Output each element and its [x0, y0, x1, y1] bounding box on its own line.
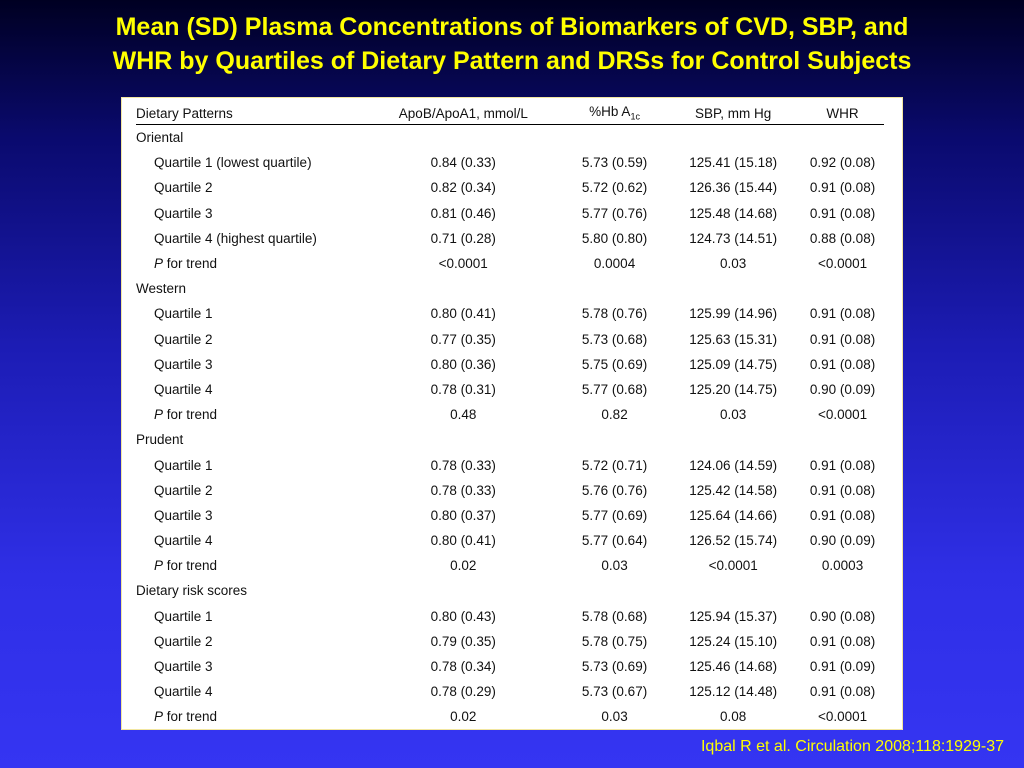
cell-sbp: 0.03 — [720, 256, 747, 272]
cell-apob: 0.80 (0.36) — [430, 356, 496, 372]
trend-label-text: for trend — [163, 709, 218, 725]
cell-whr: <0.0001 — [817, 709, 868, 725]
trend-label-text: for trend — [163, 558, 218, 574]
citation: Iqbal R et al. Circulation 2008;118:1929-37 — [700, 738, 1004, 755]
cell-apob: <0.0001 — [438, 256, 488, 272]
header-hba1c-main: %Hb A — [589, 104, 631, 120]
p-symbol: P — [154, 407, 164, 423]
header-hba1c-sub: 1c — [630, 111, 640, 122]
row-label: Quartile 4 — [154, 684, 213, 700]
cell-whr: <0.0001 — [817, 407, 868, 423]
cell-apob: 0.81 (0.46) — [430, 205, 496, 221]
header-apob: ApoB/ApoA1, mmol/L — [363, 102, 564, 125]
cell-whr: 0.91 (0.08) — [809, 684, 876, 700]
row-label: Quartile 3 — [154, 205, 213, 221]
p-symbol: P — [154, 709, 164, 725]
cell-whr: 0.91 (0.09) — [809, 659, 876, 675]
cell-apob: 0.80 (0.37) — [430, 507, 496, 523]
title-line-1: Mean (SD) Plasma Concentrations of Biomarkers of CVD, SBP, and — [115, 13, 909, 41]
cell-whr: 0.91 (0.08) — [809, 482, 876, 498]
cell-apob: 0.79 (0.35) — [430, 633, 496, 649]
cell-hba1c: 5.80 (0.80) — [581, 230, 648, 246]
table-panel — [121, 97, 903, 730]
cell-whr: <0.0001 — [817, 256, 868, 272]
cell-apob: 0.77 (0.35) — [430, 331, 496, 347]
table-row — [136, 201, 884, 226]
cell-hba1c: 0.82 — [601, 407, 628, 423]
cell-hba1c: 5.73 (0.59) — [581, 155, 648, 171]
cell-hba1c: 5.72 (0.71) — [581, 457, 648, 473]
table-row — [136, 629, 884, 654]
trend-row — [136, 704, 884, 729]
section-label: Prudent — [136, 432, 184, 448]
header-whr: WHR — [801, 102, 884, 125]
cell-apob: 0.78 (0.34) — [430, 659, 496, 675]
section-row — [136, 125, 884, 151]
trend-label — [136, 251, 363, 276]
row-label: Quartile 1 — [154, 457, 213, 473]
cell-sbp: 125.99 (14.96) — [689, 306, 778, 322]
cell-whr: 0.92 (0.08) — [809, 155, 876, 171]
trend-row — [136, 553, 884, 578]
title-line-2: WHR by Quartiles of Dietary Pattern and DRSs for Control Subjects — [112, 47, 912, 75]
row-label: Quartile 3 — [154, 356, 213, 372]
table-row — [136, 301, 884, 326]
cell-sbp: 125.24 (15.10) — [689, 633, 778, 649]
row-label: Quartile 1 (lowest quartile) — [154, 155, 312, 171]
cell-whr: 0.91 (0.08) — [809, 205, 876, 221]
table-row — [136, 377, 884, 402]
row-label: Quartile 2 — [154, 633, 213, 649]
cell-whr: 0.91 (0.08) — [809, 457, 876, 473]
trend-label — [136, 553, 363, 578]
cell-hba1c: 5.73 (0.68) — [581, 331, 648, 347]
cell-apob: 0.02 — [450, 709, 477, 725]
row-label: Quartile 2 — [154, 180, 213, 196]
cell-sbp: 124.06 (14.59) — [689, 457, 778, 473]
cell-sbp: 124.73 (14.51) — [689, 230, 778, 246]
row-label: Quartile 2 — [154, 331, 213, 347]
table-row — [136, 478, 884, 503]
cell-sbp: 125.46 (14.68) — [689, 659, 778, 675]
cell-whr: 0.91 (0.08) — [809, 180, 876, 196]
cell-whr: 0.91 (0.08) — [809, 507, 876, 523]
cell-apob: 0.02 — [450, 558, 477, 574]
table-row — [136, 352, 884, 377]
p-symbol: P — [154, 558, 164, 574]
cell-sbp: 125.09 (14.75) — [689, 356, 778, 372]
cell-hba1c: 0.03 — [601, 558, 628, 574]
cell-sbp: 0.03 — [720, 407, 747, 423]
header-dietary-patterns: Dietary Patterns — [136, 102, 363, 125]
cell-hba1c: 5.78 (0.75) — [581, 633, 648, 649]
cell-whr: 0.0003 — [821, 558, 864, 574]
table-row — [136, 604, 884, 629]
cell-sbp: 125.63 (15.31) — [689, 331, 778, 347]
cell-hba1c: 5.73 (0.69) — [581, 659, 648, 675]
cell-sbp: 125.20 (14.75) — [689, 381, 778, 397]
cell-hba1c: 5.75 (0.69) — [581, 356, 648, 372]
cell-whr: 0.91 (0.08) — [809, 633, 876, 649]
row-label: Quartile 4 (highest quartile) — [154, 230, 317, 246]
cell-apob: 0.80 (0.43) — [430, 608, 496, 624]
cell-hba1c: 5.77 (0.68) — [581, 381, 648, 397]
cell-apob: 0.71 (0.28) — [430, 230, 496, 246]
row-label: Quartile 4 — [154, 381, 213, 397]
table-row — [136, 226, 884, 251]
cell-sbp: 126.52 (15.74) — [689, 533, 778, 549]
cell-whr: 0.90 (0.08) — [809, 608, 876, 624]
trend-row — [136, 402, 884, 427]
cell-hba1c: 5.77 (0.64) — [581, 533, 648, 549]
data-table — [136, 102, 884, 730]
trend-label-text: for trend — [163, 256, 218, 272]
cell-sbp: 125.41 (15.18) — [689, 155, 778, 171]
section-label: Western — [136, 281, 187, 297]
section-row — [136, 276, 884, 301]
cell-hba1c: 0.03 — [601, 709, 628, 725]
cell-apob: 0.80 (0.41) — [430, 533, 496, 549]
table-row — [136, 679, 884, 704]
cell-sbp: <0.0001 — [708, 558, 758, 574]
trend-label — [136, 704, 363, 729]
cell-hba1c: 5.77 (0.69) — [581, 507, 648, 523]
table-row — [136, 452, 884, 477]
cell-sbp: 126.36 (15.44) — [689, 180, 778, 196]
table-row — [136, 327, 884, 352]
cell-apob: 0.82 (0.34) — [430, 180, 496, 196]
trend-row — [136, 251, 884, 276]
cell-apob: 0.80 (0.41) — [430, 306, 496, 322]
cell-hba1c: 5.76 (0.76) — [581, 482, 648, 498]
trend-label-text: for trend — [163, 407, 218, 423]
cell-hba1c: 0.0004 — [593, 256, 636, 272]
cell-hba1c: 5.77 (0.76) — [581, 205, 648, 221]
table-row — [136, 175, 884, 200]
section-label: Dietary risk scores — [136, 583, 248, 599]
cell-hba1c: 5.73 (0.67) — [581, 684, 648, 700]
cell-hba1c: 5.78 (0.76) — [581, 306, 648, 322]
table-row — [136, 654, 884, 679]
cell-whr: 0.91 (0.08) — [809, 356, 876, 372]
table-row — [136, 528, 884, 553]
cell-sbp: 125.12 (14.48) — [689, 684, 778, 700]
cell-sbp: 125.94 (15.37) — [689, 608, 778, 624]
cell-apob: 0.78 (0.29) — [430, 684, 496, 700]
row-label: Quartile 4 — [154, 533, 213, 549]
cell-sbp: 125.48 (14.68) — [689, 205, 778, 221]
cell-hba1c: 5.72 (0.62) — [581, 180, 648, 196]
section-row — [136, 427, 884, 452]
p-symbol: P — [154, 256, 164, 272]
table-header-row — [136, 102, 884, 125]
row-label: Quartile 1 — [154, 608, 213, 624]
header-hba1c — [564, 102, 665, 125]
cell-apob: 0.84 (0.33) — [430, 155, 496, 171]
row-label: Quartile 2 — [154, 482, 213, 498]
cell-apob: 0.78 (0.31) — [430, 381, 496, 397]
table-row — [136, 150, 884, 175]
cell-sbp: 125.42 (14.58) — [689, 482, 778, 498]
cell-sbp: 0.08 — [720, 709, 747, 725]
cell-apob: 0.78 (0.33) — [430, 457, 496, 473]
row-label: Quartile 3 — [154, 507, 213, 523]
section-label: Oriental — [136, 130, 184, 146]
cell-whr: 0.90 (0.09) — [809, 533, 876, 549]
table-row — [136, 503, 884, 528]
cell-whr: 0.91 (0.08) — [809, 306, 876, 322]
cell-apob: 0.48 — [450, 407, 477, 423]
cell-apob: 0.78 (0.33) — [430, 482, 496, 498]
cell-sbp: 125.64 (14.66) — [689, 507, 778, 523]
cell-hba1c: 5.78 (0.68) — [581, 608, 648, 624]
header-sbp: SBP, mm Hg — [665, 102, 801, 125]
cell-whr: 0.88 (0.08) — [809, 230, 876, 246]
row-label: Quartile 1 — [154, 306, 213, 322]
cell-whr: 0.90 (0.09) — [809, 381, 876, 397]
section-row — [136, 578, 884, 603]
cell-whr: 0.91 (0.08) — [809, 331, 876, 347]
trend-label — [136, 402, 363, 427]
row-label: Quartile 3 — [154, 659, 213, 675]
slide-title — [0, 10, 1024, 78]
